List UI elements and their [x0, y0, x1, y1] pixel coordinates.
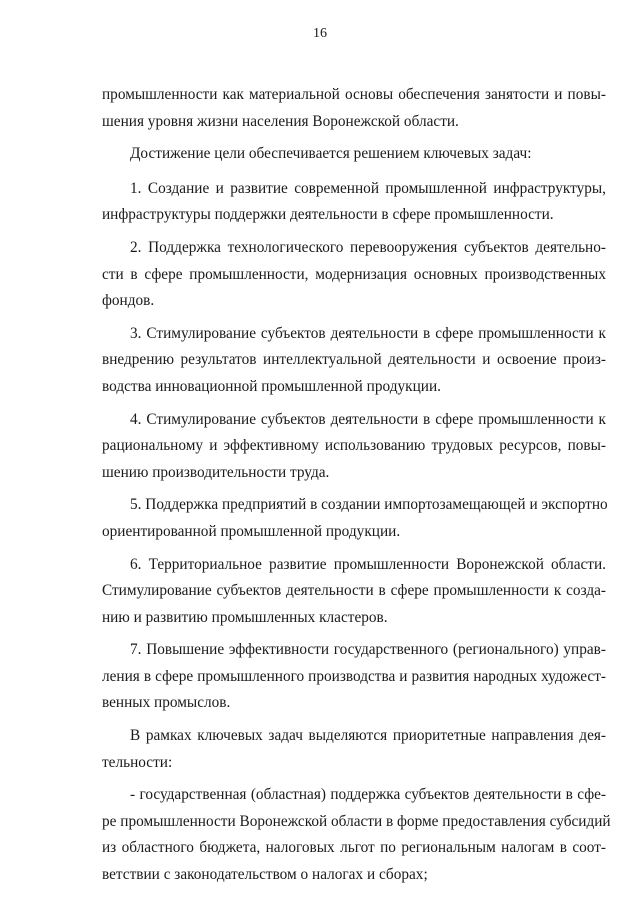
text-line: ре промышленности Воронежской области в форме предоставления субсидий [102, 812, 611, 830]
text-line: промышленности как материальной основы обеспечения занятости и повы- [102, 86, 606, 103]
text-line: сти в сфере промышленности, модернизация основных производственных [102, 265, 606, 283]
text-line: шению производительности труда. [102, 463, 330, 481]
paragraph-intro [102, 141, 606, 168]
text-line: рациональному и эффективному использованию трудовых ресурсов, повы- [102, 437, 606, 455]
text-line: внедрению результатов интеллектуальной деятельности и освоение произ- [102, 351, 606, 369]
paragraph-priority-1 [102, 782, 611, 888]
text-line: из областного бюджета, налоговых льгот по региональным налогам в соот- [102, 839, 606, 857]
text-line: ления в сфере промышленного производства и развития народных художест- [102, 667, 606, 685]
text-line: фондов. [102, 292, 155, 310]
text-line: Стимулирование субъектов деятельности в сфере промышленности к созда- [102, 582, 606, 600]
text-line: 1. Создание и развитие современной промышленной инфраструктуры, [130, 179, 606, 197]
paragraph-task-3 [102, 321, 606, 401]
paragraph-continuation [102, 82, 606, 135]
text-line: 3. Стимулирование субъектов деятельности в сфере промышленности к [130, 324, 606, 342]
text-line: 7. Повышение эффективности государственного (регионального) управ- [130, 641, 606, 659]
text-line: инфраструктуры поддержки деятельности в сфере промышленности. [102, 206, 554, 224]
text-line: 4. Стимулирование субъектов деятельности в сфере промышленности к [130, 410, 606, 428]
text-line: 5. Поддержка предприятий в создании импортозамещающей и экспортно [130, 496, 608, 514]
text-line: Достижение цели обеспечивается решением ключевых задач: [130, 145, 532, 163]
text-line: шения уровня жизни населения Воронежской области. [102, 112, 459, 130]
paragraph-task-5 [102, 492, 606, 545]
text-line: ветствии с законодательством о налогах и сборах; [102, 866, 428, 884]
paragraph-task-4 [102, 407, 606, 487]
document-body [102, 82, 611, 895]
paragraph-task-2 [102, 235, 606, 315]
paragraph-task-1 [102, 176, 606, 229]
text-line: водства инновационной промышленной продукции. [102, 377, 441, 395]
text-line: 6. Территориальное развитие промышленности Воронежской области. [130, 555, 606, 573]
text-line: венных промыслов. [102, 694, 231, 712]
paragraph-task-7 [102, 637, 606, 717]
text-line: 2. Поддержка технологического перевооружения субъектов деятельно- [130, 238, 606, 256]
paragraph-priorities-intro [102, 723, 606, 776]
paragraph-task-6 [102, 552, 606, 632]
text-line: ориентированной промышленной продукции. [102, 522, 401, 540]
page-number: 16 [313, 26, 327, 41]
text-line: - государственная (областная) поддержка субъектов деятельности в сфе- [130, 786, 606, 804]
text-line: нию и развитию промышленных кластеров. [102, 608, 388, 626]
text-line: В рамках ключевых задач выделяются приоритетные направления дея- [130, 727, 606, 745]
text-line: тельности: [102, 753, 173, 771]
